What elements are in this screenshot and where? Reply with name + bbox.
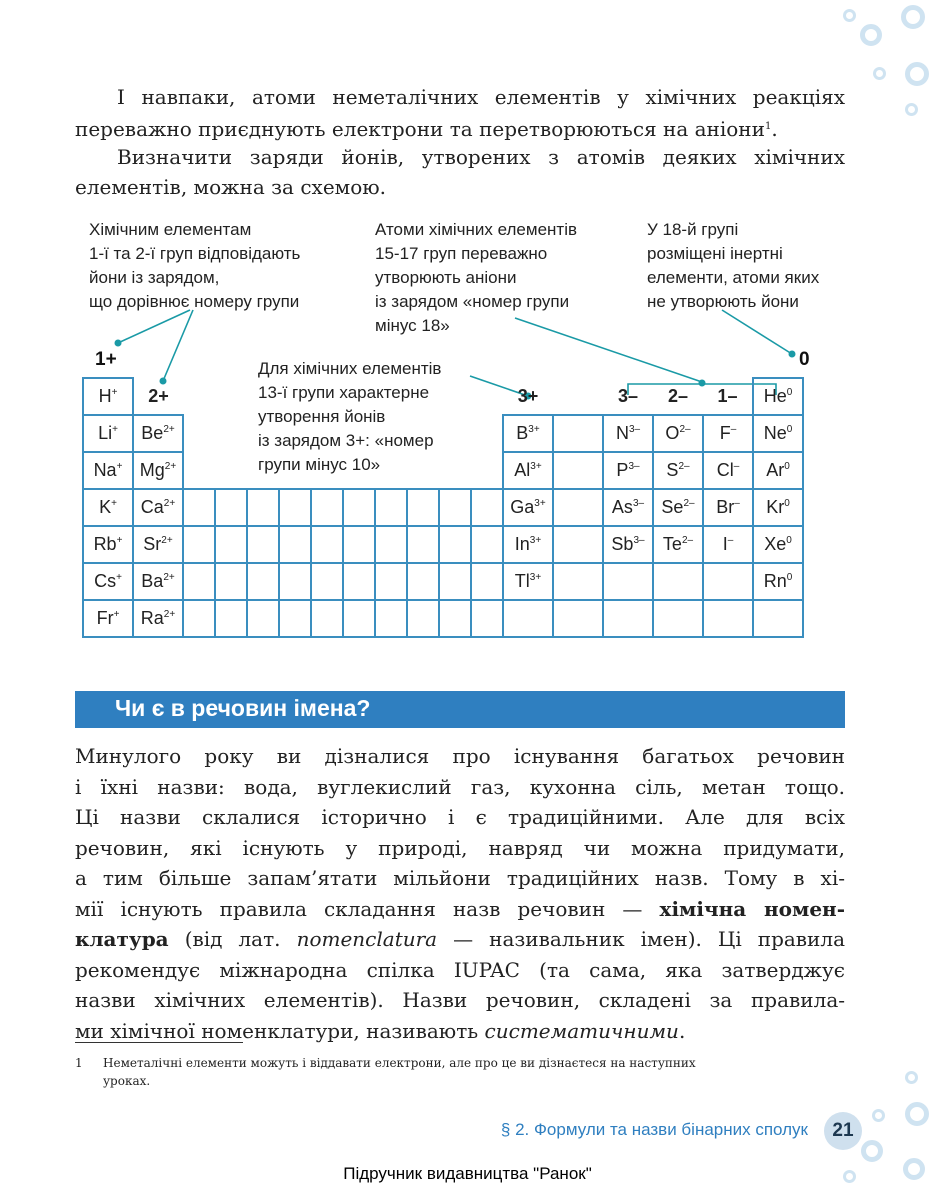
running-title: § 2. Формули та назви бінарних сполук (500, 1120, 808, 1139)
spacer-cell (343, 452, 375, 489)
element-symbol: Na (93, 460, 117, 480)
decor-bubble (905, 1102, 929, 1126)
ion-charge: 2+ (163, 609, 176, 620)
ion-charge: 0 (786, 535, 792, 546)
element-cell (279, 600, 311, 637)
element-cell (311, 526, 343, 563)
element-cell (653, 415, 703, 452)
element-cell (753, 415, 803, 452)
spacer-cell (247, 378, 279, 415)
decor-bubble (905, 1071, 918, 1084)
element-cell (603, 452, 653, 489)
element-cell (753, 378, 803, 415)
element-cell (503, 489, 553, 526)
element-cell (407, 489, 439, 526)
element-cell (83, 489, 133, 526)
element-cell (703, 600, 753, 637)
element-cell (703, 489, 753, 526)
group-17-charge-label: 1– (717, 385, 738, 406)
element-cell (133, 415, 183, 452)
element-cell (133, 452, 183, 489)
element-cell (215, 600, 247, 637)
spacer-cell (311, 378, 343, 415)
spacer-cell (311, 452, 343, 489)
element-cell (183, 526, 215, 563)
element-cell (439, 600, 471, 637)
ion-charge: + (111, 387, 118, 398)
element-symbol: Ba (141, 571, 164, 591)
connector-dot (115, 340, 122, 347)
element-cell (83, 452, 133, 489)
element-cell (503, 452, 553, 489)
text-line: переважно приєднують електрони та перетворюються на аніони$^1$. (75, 117, 778, 141)
spacer-cell (215, 415, 247, 452)
element-cell (83, 378, 133, 415)
element-cell (133, 489, 183, 526)
spacer-cell (183, 452, 215, 489)
element-symbol: Ar (766, 460, 785, 480)
ion-charge: 3– (628, 461, 640, 472)
element-cell (375, 600, 407, 637)
element-symbol: Cs (94, 571, 117, 591)
decor-bubble (872, 1109, 885, 1122)
element-symbol: Ca (140, 497, 164, 517)
element-cell (183, 600, 215, 637)
element-cell (311, 563, 343, 600)
element-symbol: Tl (514, 571, 530, 591)
element-cell (83, 415, 133, 452)
element-cell (653, 526, 703, 563)
element-symbol: N (615, 423, 629, 443)
element-symbol: Al (514, 460, 531, 480)
element-cell (471, 489, 503, 526)
text-line: назви хімічних елементів). Назви речовин, складені за правила- (75, 988, 845, 1012)
element-symbol: Sr (143, 534, 162, 554)
section-heading: Чи є в речовин імена? (115, 695, 371, 721)
ion-charge: 3– (632, 498, 645, 509)
spacer-cell (439, 452, 471, 489)
element-cell (247, 600, 279, 637)
element-symbol: Ne (763, 423, 787, 443)
ion-charge: 0 (784, 498, 790, 509)
element-cell (603, 489, 653, 526)
ion-charge: 2– (681, 535, 694, 546)
element-cell (553, 563, 603, 600)
ion-charge: – (727, 535, 734, 546)
element-cell (603, 526, 653, 563)
spacer-cell (215, 452, 247, 489)
ion-charge: 0 (784, 461, 790, 472)
spacer-cell (375, 452, 407, 489)
element-cell (183, 489, 215, 526)
element-cell (439, 526, 471, 563)
table-row (83, 526, 803, 563)
element-cell (133, 600, 183, 637)
spacer-cell (183, 415, 215, 452)
element-cell (183, 563, 215, 600)
element-symbol: K (99, 497, 112, 517)
spacer-cell (553, 378, 603, 415)
note-group-18: У 18-й групі розміщені інертні елементи, атоми яких не утворюють йони (647, 220, 820, 311)
spacer-cell (311, 415, 343, 452)
note-groups-15-17: Атоми хімічних елементів 15-17 груп переважно утворюють аніони із зарядом «номер групи мінус 18» (375, 220, 578, 335)
element-cell (83, 563, 133, 600)
ion-charge: 3– (628, 424, 641, 435)
element-cell (247, 563, 279, 600)
ion-charge: – (734, 498, 740, 509)
element-cell (653, 452, 703, 489)
element-cell (753, 600, 803, 637)
element-cell (343, 563, 375, 600)
element-cell (603, 563, 653, 600)
decor-bubble (861, 1140, 883, 1162)
connector-dot (789, 351, 796, 358)
element-cell (703, 415, 753, 452)
ion-charge: 0 (786, 572, 793, 583)
element-symbol: Sb (611, 534, 634, 554)
group-2-charge-label: 2+ (148, 385, 169, 406)
spacer-cell (439, 378, 471, 415)
element-symbol: Ga (510, 497, 535, 517)
element-cell (407, 526, 439, 563)
element-cell (375, 489, 407, 526)
footnote-divider (75, 1042, 243, 1043)
element-symbol: Ra (140, 608, 164, 628)
table-row (83, 452, 803, 489)
element-cell (753, 452, 803, 489)
spacer-cell (407, 378, 439, 415)
element-cell (407, 563, 439, 600)
table-row (83, 600, 803, 637)
footnote-number: 1 (75, 1056, 83, 1070)
element-symbol: Rn (763, 571, 787, 591)
note-group-13: Для хімічних елементів 13-ї групи характерне утворення йонів із зарядом 3+: «номер групи мінус 10» (258, 359, 442, 474)
element-cell (407, 600, 439, 637)
element-cell (471, 563, 503, 600)
element-symbol: Cl (716, 460, 734, 480)
element-cell (375, 526, 407, 563)
element-symbol: Fr (96, 608, 114, 628)
element-symbol: I (722, 534, 728, 554)
table-row (83, 378, 803, 415)
charges-table (82, 377, 804, 638)
spacer-cell (439, 415, 471, 452)
ion-charge: 3+ (528, 424, 540, 435)
text-line: а тим більше запам’ятати мільйони традиційних назв. Тому в хі- (75, 866, 845, 890)
ion-charge: + (112, 424, 118, 435)
element-cell (279, 526, 311, 563)
element-cell (279, 489, 311, 526)
spacer-cell (279, 452, 311, 489)
element-symbol: As (611, 497, 633, 517)
table-row (83, 563, 803, 600)
section-heading-bar (75, 691, 845, 728)
element-cell (311, 600, 343, 637)
element-cell (215, 489, 247, 526)
element-cell (375, 563, 407, 600)
element-cell (553, 452, 603, 489)
element-cell (703, 563, 753, 600)
element-symbol: Be (141, 423, 164, 443)
element-cell (653, 489, 703, 526)
element-cell (471, 526, 503, 563)
element-cell (503, 526, 553, 563)
element-symbol: H (98, 386, 112, 406)
text-line: ми хімічної номенклатури, називають систематичними. (75, 1018, 686, 1043)
text-line: І навпаки, атоми неметалічних елементів у хімічних реакціях (117, 85, 845, 109)
element-cell (503, 415, 553, 452)
element-cell (753, 526, 803, 563)
element-cell (133, 563, 183, 600)
publisher-credit: Підручник видавництва "Ранок" (343, 1164, 592, 1183)
group-18-charge-label: 0 (799, 349, 810, 370)
element-cell (247, 489, 279, 526)
element-symbol: Li (98, 423, 113, 443)
element-cell (439, 489, 471, 526)
spacer-cell (471, 415, 503, 452)
ion-charge: 0 (786, 387, 793, 398)
footnote-marker: 1 (764, 121, 772, 132)
element-symbol: F (719, 423, 731, 443)
element-symbol: S (666, 460, 679, 480)
spacer-cell (183, 378, 215, 415)
ion-charge: 3– (633, 535, 645, 546)
element-symbol: Kr (766, 497, 785, 517)
element-cell (343, 489, 375, 526)
ion-charge: 2+ (164, 461, 177, 472)
element-cell (83, 600, 133, 637)
spacer-cell (247, 452, 279, 489)
text-line: мії існують правила складання назв речовин — хімічна номен- (75, 896, 845, 921)
ion-charge: 2+ (163, 424, 175, 435)
connector-line (515, 318, 702, 382)
text-line: і їхні назви: вода, вуглекислий газ, кухонна сіль, метан тощо. (75, 774, 845, 799)
footnote-text: Неметалічні елементи можуть і віддавати електрони, але про це ви дізнаєтеся на наступних уроках. (103, 1056, 696, 1088)
text-line: Ці назви склалися історично і є традиційними. Але для всіх (75, 805, 845, 829)
element-symbol: P (616, 460, 629, 480)
element-symbol: He (763, 386, 787, 406)
connector-line (722, 310, 792, 354)
ion-charge: 3+ (529, 535, 542, 546)
ion-charge: 3+ (534, 498, 546, 509)
element-cell (603, 600, 653, 637)
element-symbol: O (665, 423, 680, 443)
element-cell (133, 526, 183, 563)
spacer-cell (343, 378, 375, 415)
element-symbol: Xe (764, 534, 787, 554)
ion-charge: 2+ (163, 572, 175, 583)
element-symbol: Se (661, 497, 684, 517)
element-symbol: In (514, 534, 530, 554)
ion-charge: + (116, 572, 122, 583)
spacer-cell (215, 378, 247, 415)
element-symbol: Br (716, 497, 735, 517)
group-1-charge-label: 1+ (95, 349, 117, 370)
spacer-cell (375, 378, 407, 415)
element-cell (553, 489, 603, 526)
spacer-cell (375, 415, 407, 452)
text-line: рекомендує міжнародна спілка IUPAC (та сама, яка затверджує (75, 957, 845, 982)
ion-charge: + (116, 535, 123, 546)
spacer-cell (471, 452, 503, 489)
ion-charge: 2– (678, 461, 690, 472)
table-row (83, 489, 803, 526)
element-cell (553, 415, 603, 452)
element-symbol: Te (662, 534, 682, 554)
ion-charge: 0 (786, 424, 793, 435)
text-line: Минулого року ви дізналися про існування багатьох речовин (75, 744, 845, 768)
ion-charge: 2– (683, 498, 695, 509)
element-cell (553, 600, 603, 637)
ion-charge: 3+ (529, 572, 542, 583)
element-cell (311, 489, 343, 526)
element-symbol: B (516, 423, 529, 443)
element-cell (703, 452, 753, 489)
spacer-cell (407, 452, 439, 489)
element-cell (653, 600, 703, 637)
ion-charge: – (733, 461, 740, 472)
spacer-cell (247, 415, 279, 452)
element-cell (215, 526, 247, 563)
ion-charge: 2+ (161, 535, 173, 546)
spacer-cell (343, 415, 375, 452)
spacer-cell (279, 415, 311, 452)
element-cell (553, 526, 603, 563)
element-cell (83, 526, 133, 563)
ion-charge: 2+ (163, 498, 176, 509)
spacer-cell (279, 378, 311, 415)
text-line: елементів, можна за схемою. (75, 175, 387, 199)
table-row (83, 415, 803, 452)
element-cell (343, 600, 375, 637)
ion-charge: + (113, 609, 120, 620)
note-groups-1-2: Хімічним елементам 1-ї та 2-ї груп відповідають йони із зарядом, що дорівнює номеру групи (89, 220, 301, 311)
ion-charge: 3+ (530, 461, 542, 472)
text-line: клатура (від лат. nomenclatura — називальник імен). Ці правила (75, 927, 846, 951)
ion-charge: + (111, 498, 117, 509)
spacer-cell (407, 415, 439, 452)
text-line: речовин, які існують у природі, навряд чи можна придумати, (75, 835, 845, 860)
group-13-charge-label: 3+ (517, 385, 539, 406)
element-cell (603, 415, 653, 452)
ion-charge: 2– (679, 424, 691, 435)
element-symbol: Mg (139, 460, 165, 480)
spacer-cell (471, 378, 503, 415)
text-line: Визначити заряди йонів, утворених з атомів деяких хімічних (117, 145, 845, 169)
element-symbol: Rb (93, 534, 117, 554)
group-15-charge-label: 3– (617, 385, 639, 406)
page-number: 21 (824, 1112, 862, 1150)
element-cell (753, 563, 803, 600)
element-cell (215, 563, 247, 600)
element-cell (503, 600, 553, 637)
element-cell (247, 526, 279, 563)
connector-line (118, 310, 190, 343)
element-cell (653, 563, 703, 600)
element-cell (439, 563, 471, 600)
group-16-charge-label: 2– (667, 385, 689, 406)
section-body (75, 741, 845, 1046)
element-cell (471, 600, 503, 637)
element-cell (343, 526, 375, 563)
element-cell (703, 526, 753, 563)
element-cell (279, 563, 311, 600)
element-cell (503, 563, 553, 600)
ion-charge: + (116, 461, 123, 472)
element-cell (753, 489, 803, 526)
ion-charge: – (730, 424, 737, 435)
